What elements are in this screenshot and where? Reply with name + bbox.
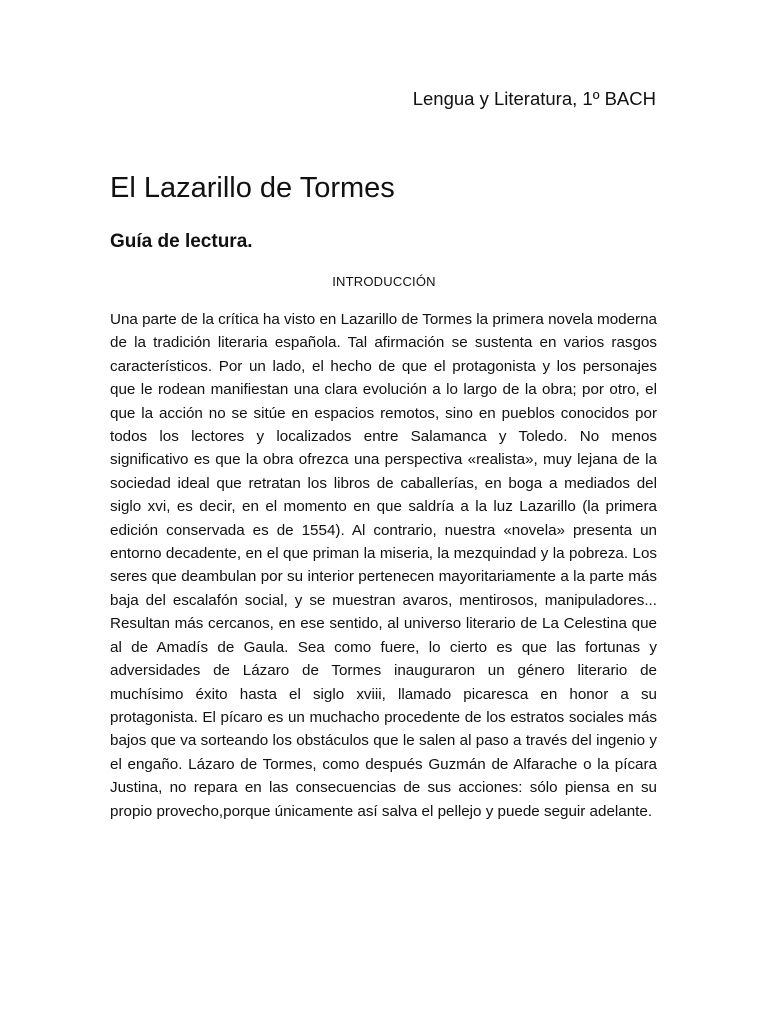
course-header: Lengua y Literatura, 1º BACH — [412, 88, 656, 109]
page-title: El Lazarillo de Tormes — [110, 172, 395, 204]
page-subtitle: Guía de lectura. — [110, 231, 253, 252]
section-heading: INTRODUCCIÓN — [332, 274, 436, 289]
body-paragraph: Una parte de la crítica ha visto en Lazarillo de Tormes la primera novela moderna de la tradición literaria española. Tal afirmación se sustenta en varios rasgos característicos. Por un lado, el hecho de que el protagonista y los personajes que le rodean manifiestan una clara evolución a lo largo de la obra; por otro, el que la acción no se sitúe en espacios remotos, sino en pueblos conocidos por todos los lectores y localizados entre Salamanca y Toledo. No menos significativo es que la obra ofrezca una perspectiva «realista», muy lejana de la sociedad ideal que retratan los libros de caballerías, en boga a mediados del siglo xvi, es decir, en el momento en que saldría a la luz Lazarillo (la primera edición conservada es de 1554). Al contrario, nuestra «novela» presenta un entorno decadente, en el que priman la miseria, la mezquindad y la pobreza. Los seres que deambulan por su interior pertenecen mayoritariamente a la parte más baja del escalafón social, y se muestran avaros, mentirosos, manipuladores... Resultan más cercanos, en ese sentido, al universo literario de La Celestina que al de Amadís de Gaula. Sea como fuere, lo cierto es que las fortunas y adversidades de Lázaro de Tormes inauguraron un género literario de muchísimo éxito hasta el siglo xviii, llamado picaresca en honor a su protagonista. El pícaro es un muchacho procedente de los estratos sociales más bajos que va sorteando los obstáculos que le salen al paso a través del ingenio y el engaño. Lázaro de Tormes, como después Guzmán de Alfarache o la pícara Justina, no repara en las consecuencias de sus acciones: sólo piensa en su propio provecho,porque únicamente así salva el pellejo y puede seguir adelante. — [110, 311, 657, 820]
